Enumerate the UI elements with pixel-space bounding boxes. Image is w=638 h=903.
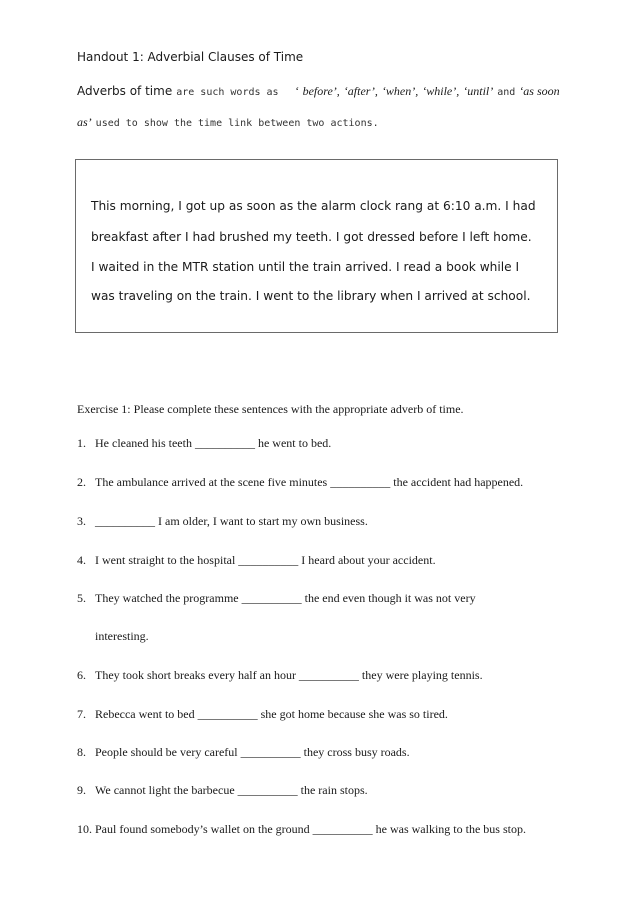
item-text: We cannot light the barbecue __________ the rain stops.	[95, 783, 368, 797]
item-text: He cleaned his teeth __________ he went to bed.	[95, 436, 332, 450]
item-continuation: interesting.	[95, 629, 149, 643]
word-until: ‘until’	[463, 84, 494, 98]
intro-rest: used to show the time link between two actions.	[95, 118, 379, 129]
item-text: They watched the programme __________ the end even though it was not very	[95, 591, 476, 605]
word-as: as’	[77, 115, 92, 129]
intro-text: are such words as	[176, 87, 279, 98]
story-line: I waited in the MTR station until the train arrived. I read a book while I	[91, 260, 520, 274]
exercise-item	[77, 475, 523, 490]
item-number: 1.	[77, 436, 86, 450]
story-line: This morning, I got up as soon as the alarm clock rang at 6:10 a.m. I had	[91, 199, 536, 213]
word-when: ‘when’,	[381, 84, 419, 98]
exercise-item	[77, 553, 436, 568]
item-number: 8.	[77, 745, 86, 759]
intro-and: and	[497, 87, 516, 98]
exercise-item	[77, 822, 526, 837]
item-number: 3.	[77, 514, 86, 528]
quote-open: ‘	[294, 84, 299, 98]
item-text: They took short breaks every half an hour __________ they were playing tennis.	[95, 668, 483, 682]
story-line: breakfast after I had brushed my teeth. I got dressed before I left home.	[91, 230, 532, 244]
word-while: ‘while’,	[422, 84, 460, 98]
item-number: 6.	[77, 668, 86, 682]
word-before: before’,	[302, 84, 340, 98]
word-as-soon: ‘as soon	[519, 84, 560, 98]
item-number: 9.	[77, 783, 86, 797]
exercise-item	[77, 514, 368, 529]
exercise-item	[77, 436, 331, 451]
story-box	[75, 159, 558, 333]
word-after: ‘after’,	[343, 84, 378, 98]
intro-line-2	[77, 113, 379, 131]
item-text: __________ I am older, I want to start my own business.	[95, 514, 368, 528]
exercise-item	[77, 783, 368, 798]
item-number: 7.	[77, 707, 86, 721]
handout-title: Handout 1: Adverbial Clauses of Time	[77, 50, 304, 64]
exercise-title: Exercise 1: Please complete these sentences with the appropriate adverb of time.	[77, 402, 464, 416]
exercise-item	[77, 591, 476, 606]
item-text: The ambulance arrived at the scene five minutes __________ the accident had happened.	[95, 475, 524, 489]
item-text: People should be very careful __________ they cross busy roads.	[95, 745, 410, 759]
item-text: I went straight to the hospital __________ I heard about your accident.	[95, 553, 436, 567]
item-number: 10.	[77, 822, 92, 836]
exercise-item	[77, 668, 483, 683]
intro-line	[77, 82, 560, 100]
adverbs-of-time-term: Adverbs of time	[77, 84, 173, 98]
item-number: 2.	[77, 475, 86, 489]
exercise-item	[77, 707, 448, 722]
item-text: Rebecca went to bed __________ she got home because she was so tired.	[95, 707, 448, 721]
item-number: 4.	[77, 553, 86, 567]
item-number: 5.	[77, 591, 86, 605]
story-line: was traveling on the train. I went to the library when I arrived at school.	[91, 289, 531, 303]
exercise-item	[77, 745, 410, 760]
item-text: Paul found somebody’s wallet on the ground __________ he was walking to the bus stop.	[95, 822, 526, 836]
